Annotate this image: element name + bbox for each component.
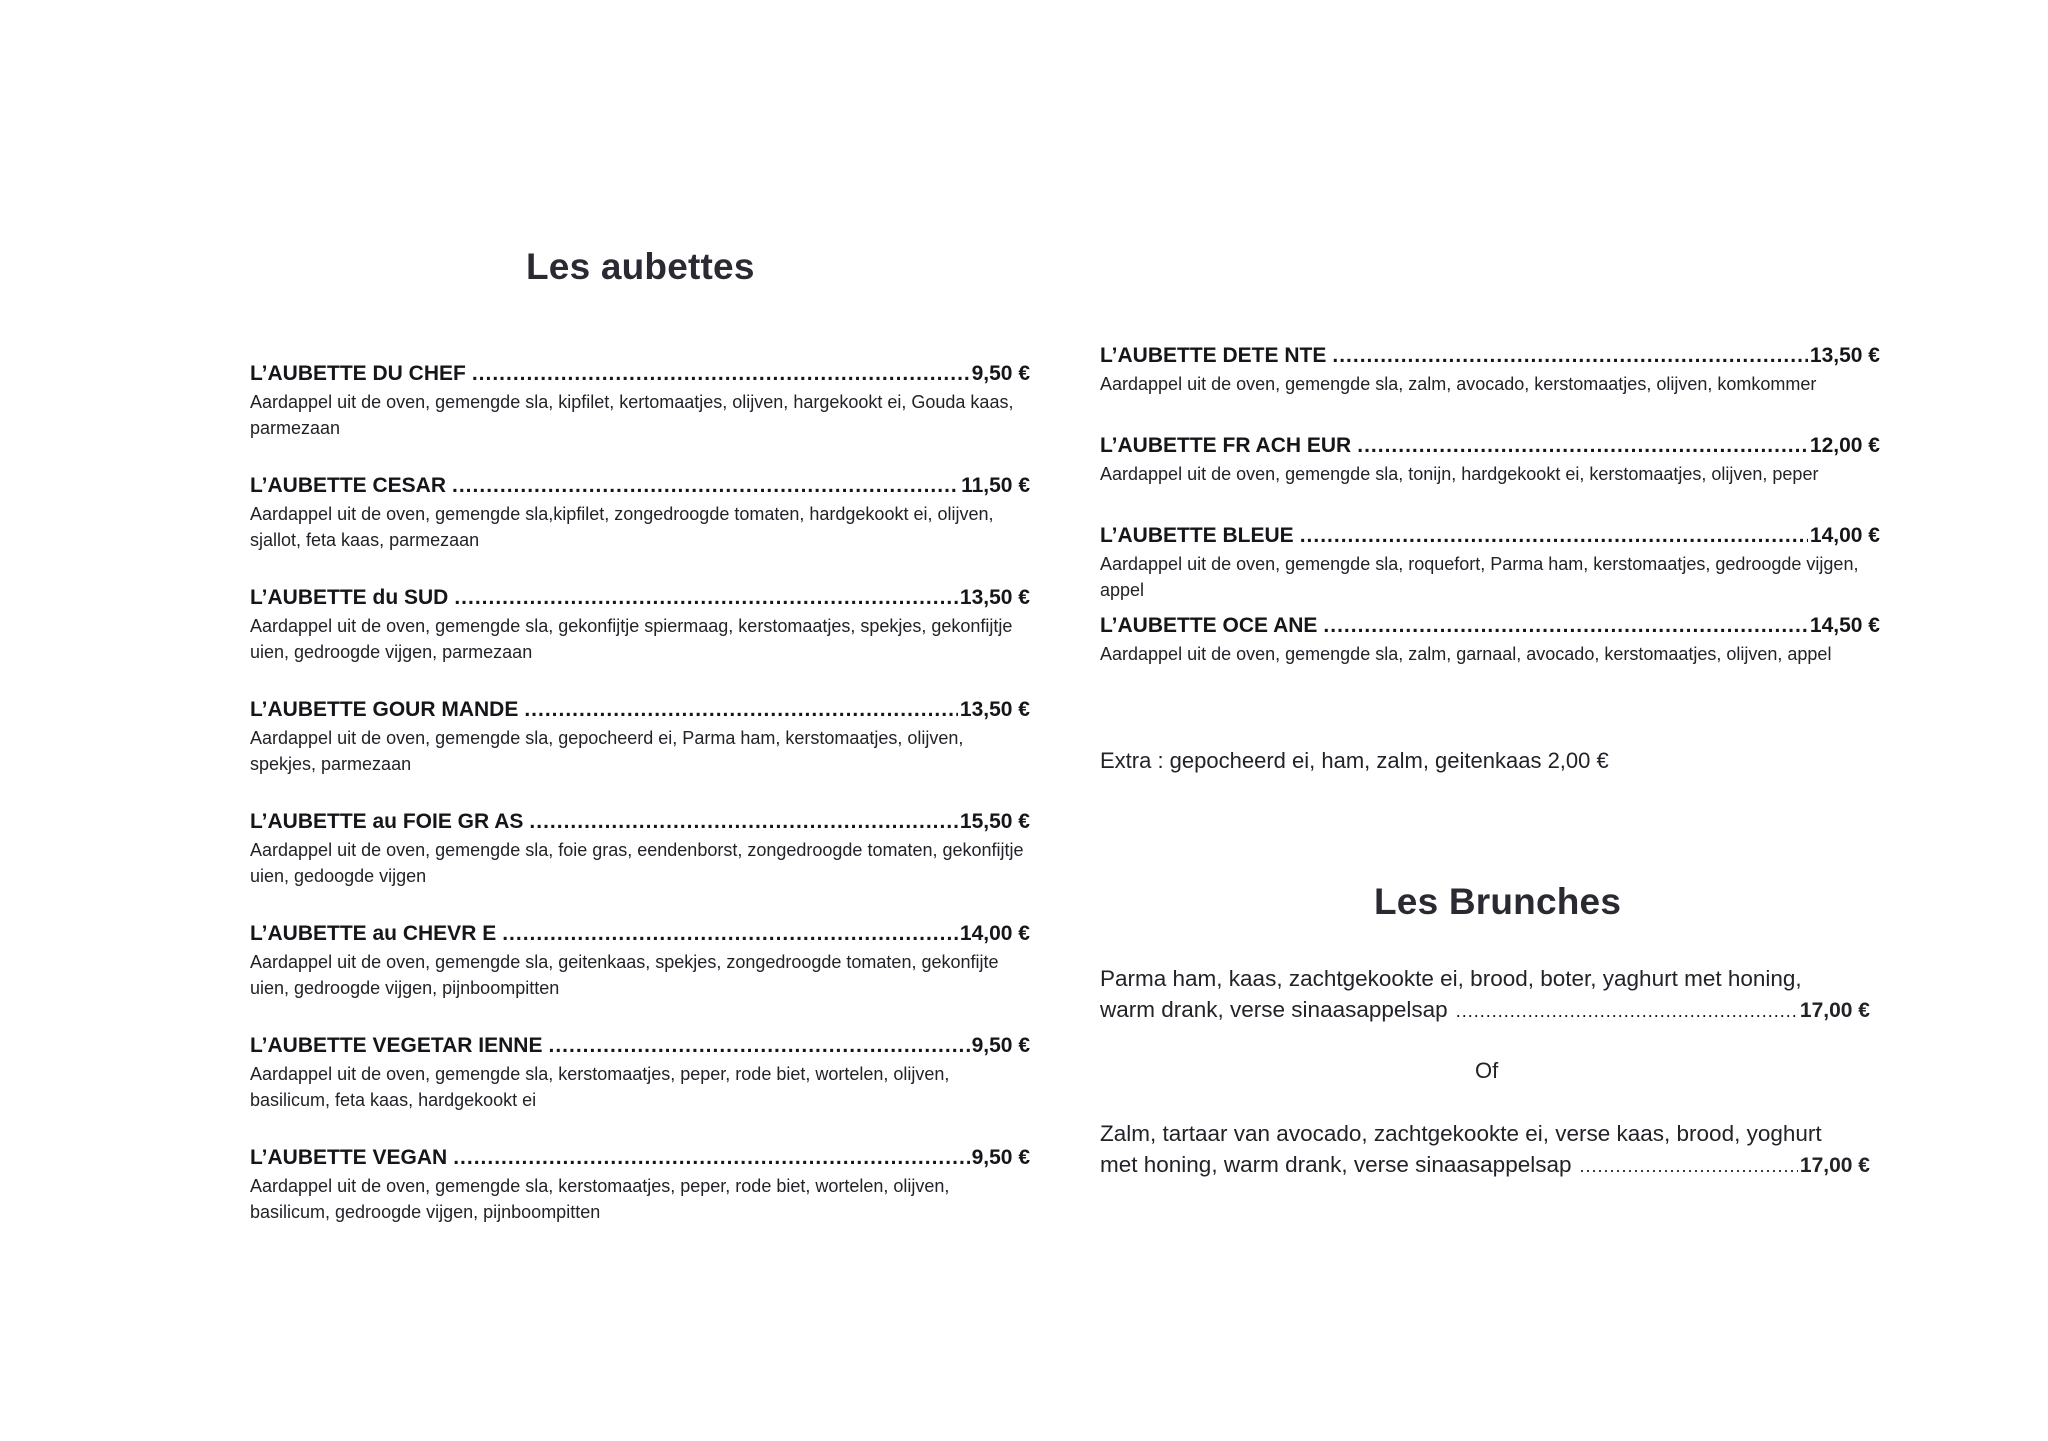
dot-leader (1580, 1151, 1798, 1182)
menu-item-price: 12,00 € (1809, 434, 1880, 457)
menu-item-header (250, 697, 1030, 723)
dot-leader (472, 361, 970, 387)
menu-item-description: Aardappel uit de oven, gemengde sla, tonijn, hardgekookt ei, kerstomaatjes, olijven, peper (1100, 464, 1819, 484)
menu-item (250, 473, 1030, 585)
menu-item-price: 9,50 € (971, 1034, 1030, 1057)
menu-item-header (250, 585, 1030, 611)
dot-leader (1300, 523, 1808, 549)
menu-item-price: 14,00 € (1809, 524, 1880, 547)
menu-item-description: Aardappel uit de oven, gemengde sla, geitenkaas, spekjes, zongedroogde tomaten, gekonfijte uien, gedroogde vijgen, pijnboompitten (250, 952, 999, 998)
menu-item-name: L’AUBETTE VEGETAR IENNE (250, 1034, 543, 1057)
menu-item-name: L’AUBETTE OCE ANE (1100, 614, 1318, 637)
menu-item-name: L’AUBETTE au FOIE GR AS (250, 810, 524, 833)
menu-item-header (1100, 433, 1880, 459)
menu-item (250, 1033, 1030, 1145)
menu-item (250, 361, 1030, 473)
dot-leader (529, 809, 958, 835)
menu-item (1100, 433, 1880, 523)
menu-item-description: Aardappel uit de oven, gemengde sla, gepocheerd ei, Parma ham, kerstomaatjes, olijven, spekjes, parmezaan (250, 728, 964, 774)
menu-item-header (250, 921, 1030, 947)
menu-item-name: L’AUBETTE FR ACH EUR (1100, 434, 1352, 457)
menu-item-price: 15,50 € (959, 810, 1030, 833)
dot-leader (1332, 343, 1808, 369)
menu-item-name: L’AUBETTE DETE NTE (1100, 344, 1327, 367)
brunch-price-line (1100, 1149, 1870, 1182)
menu-item-header (1100, 343, 1880, 369)
menu-item-description: Aardappel uit de oven, gemengde sla, zalm, garnaal, avocado, kerstomaatjes, olijven, appel (1100, 644, 1832, 664)
menu-item-header (1100, 613, 1880, 639)
menu-item (1100, 613, 1880, 703)
aubettes-right-column (1100, 343, 1880, 703)
dot-leader (502, 921, 958, 947)
menu-item-name: L’AUBETTE du SUD (250, 586, 449, 609)
menu-item (250, 697, 1030, 809)
menu-item (250, 921, 1030, 1033)
extra-toppings-note: Extra : gepocheerd ei, ham, zalm, geitenkaas 2,00 € (1100, 748, 1609, 773)
menu-item-price: 13,50 € (959, 698, 1030, 721)
menu-item (1100, 523, 1880, 613)
menu-item-name: L’AUBETTE au CHEVR E (250, 922, 497, 945)
menu-item (1100, 343, 1880, 433)
dot-leader (452, 473, 959, 499)
menu-item-header (250, 473, 1030, 499)
menu-item-name: L’AUBETTE VEGAN (250, 1146, 448, 1169)
brunch-description-line: Zalm, tartaar van avocado, zachtgekookte ei, verse kaas, brood, yoghurt (1100, 1121, 1822, 1146)
menu-item-description: Aardappel uit de oven, gemengde sla, kerstomaatjes, peper, rode biet, wortelen, olijven, basilicum, feta kaas, hardgekookt ei (250, 1064, 950, 1110)
menu-item-header (250, 361, 1030, 387)
menu-item-price: 11,50 € (961, 474, 1030, 497)
menu-item-price: 13,50 € (959, 586, 1030, 609)
menu-item-description: Aardappel uit de oven, gemengde sla,kipfilet, zongedroogde tomaten, hardgekookt ei, olijven, sjallot, feta kaas, parmezaan (250, 504, 994, 550)
menu-item-price: 9,50 € (971, 362, 1030, 385)
dot-leader (548, 1033, 969, 1059)
brunch-description-line: Parma ham, kaas, zachtgekookte ei, brood, boter, yaghurt met honing, (1100, 966, 1802, 991)
menu-item-description: Aardappel uit de oven, gemengde sla, roquefort, Parma ham, kerstomaatjes, gedroogde vijgen, appel (1100, 554, 1859, 600)
dot-leader (454, 585, 958, 611)
menu-item-header (250, 1145, 1030, 1171)
menu-item (250, 585, 1030, 697)
page-title-aubettes: Les aubettes (526, 246, 755, 287)
brunch-separator: Of (1475, 1058, 1499, 1083)
brunch-description-line: warm drank, verse sinaasappelsap (1100, 997, 1448, 1022)
menu-item-price: 14,50 € (1809, 614, 1880, 637)
menu-item-name: L’AUBETTE DU CHEF (250, 362, 466, 385)
dot-leader (453, 1145, 969, 1171)
brunch-price-line (1100, 994, 1870, 1027)
menu-item-price: 13,50 € (1809, 344, 1880, 367)
menu-item-header (1100, 523, 1880, 549)
menu-item-name: L’AUBETTE CESAR (250, 474, 447, 497)
dot-leader (524, 697, 958, 723)
aubettes-left-column (250, 361, 1030, 1257)
brunch-description-line: met honing, warm drank, verse sinaasappelsap (1100, 1152, 1572, 1177)
menu-item-description: Aardappel uit de oven, gemengde sla, zalm, avocado, kerstomaatjes, olijven, komkommer (1100, 374, 1817, 394)
menu-item (250, 809, 1030, 921)
brunch-option (1100, 1118, 1870, 1182)
brunch-price: 17,00 € (1799, 999, 1870, 1022)
menu-item (250, 1145, 1030, 1257)
menu-item-description: Aardappel uit de oven, gemengde sla, kerstomaatjes, peper, rode biet, wortelen, olijven, basilicum, gedroogde vijgen, pijnboompitten (250, 1176, 950, 1222)
brunch-price: 17,00 € (1799, 1154, 1870, 1177)
dot-leader (1323, 613, 1808, 639)
menu-item-description: Aardappel uit de oven, gemengde sla, kipfilet, kertomaatjes, olijven, hargekookt ei, Gouda kaas, parmezaan (250, 392, 1014, 438)
menu-item-price: 14,00 € (959, 922, 1030, 945)
section-title-brunches: Les Brunches (1374, 881, 1622, 922)
menu-item-header (250, 809, 1030, 835)
menu-item-name: L’AUBETTE BLEUE (1100, 524, 1294, 547)
dot-leader (1357, 433, 1808, 459)
menu-item-description: Aardappel uit de oven, gemengde sla, gekonfijtje spiermaag, kerstomaatjes, spekjes, gekonfijtje uien, gedroogde vijgen, parmezaan (250, 616, 1013, 662)
menu-item-price: 9,50 € (971, 1146, 1030, 1169)
menu-item-header (250, 1033, 1030, 1059)
menu-item-description: Aardappel uit de oven, gemengde sla, foie gras, eendenborst, zongedroogde tomaten, gekonfijtje uien, gedoogde vijgen (250, 840, 1024, 886)
menu-item-name: L’AUBETTE GOUR MANDE (250, 698, 519, 721)
brunch-option (1100, 963, 1870, 1027)
dot-leader (1456, 996, 1798, 1027)
